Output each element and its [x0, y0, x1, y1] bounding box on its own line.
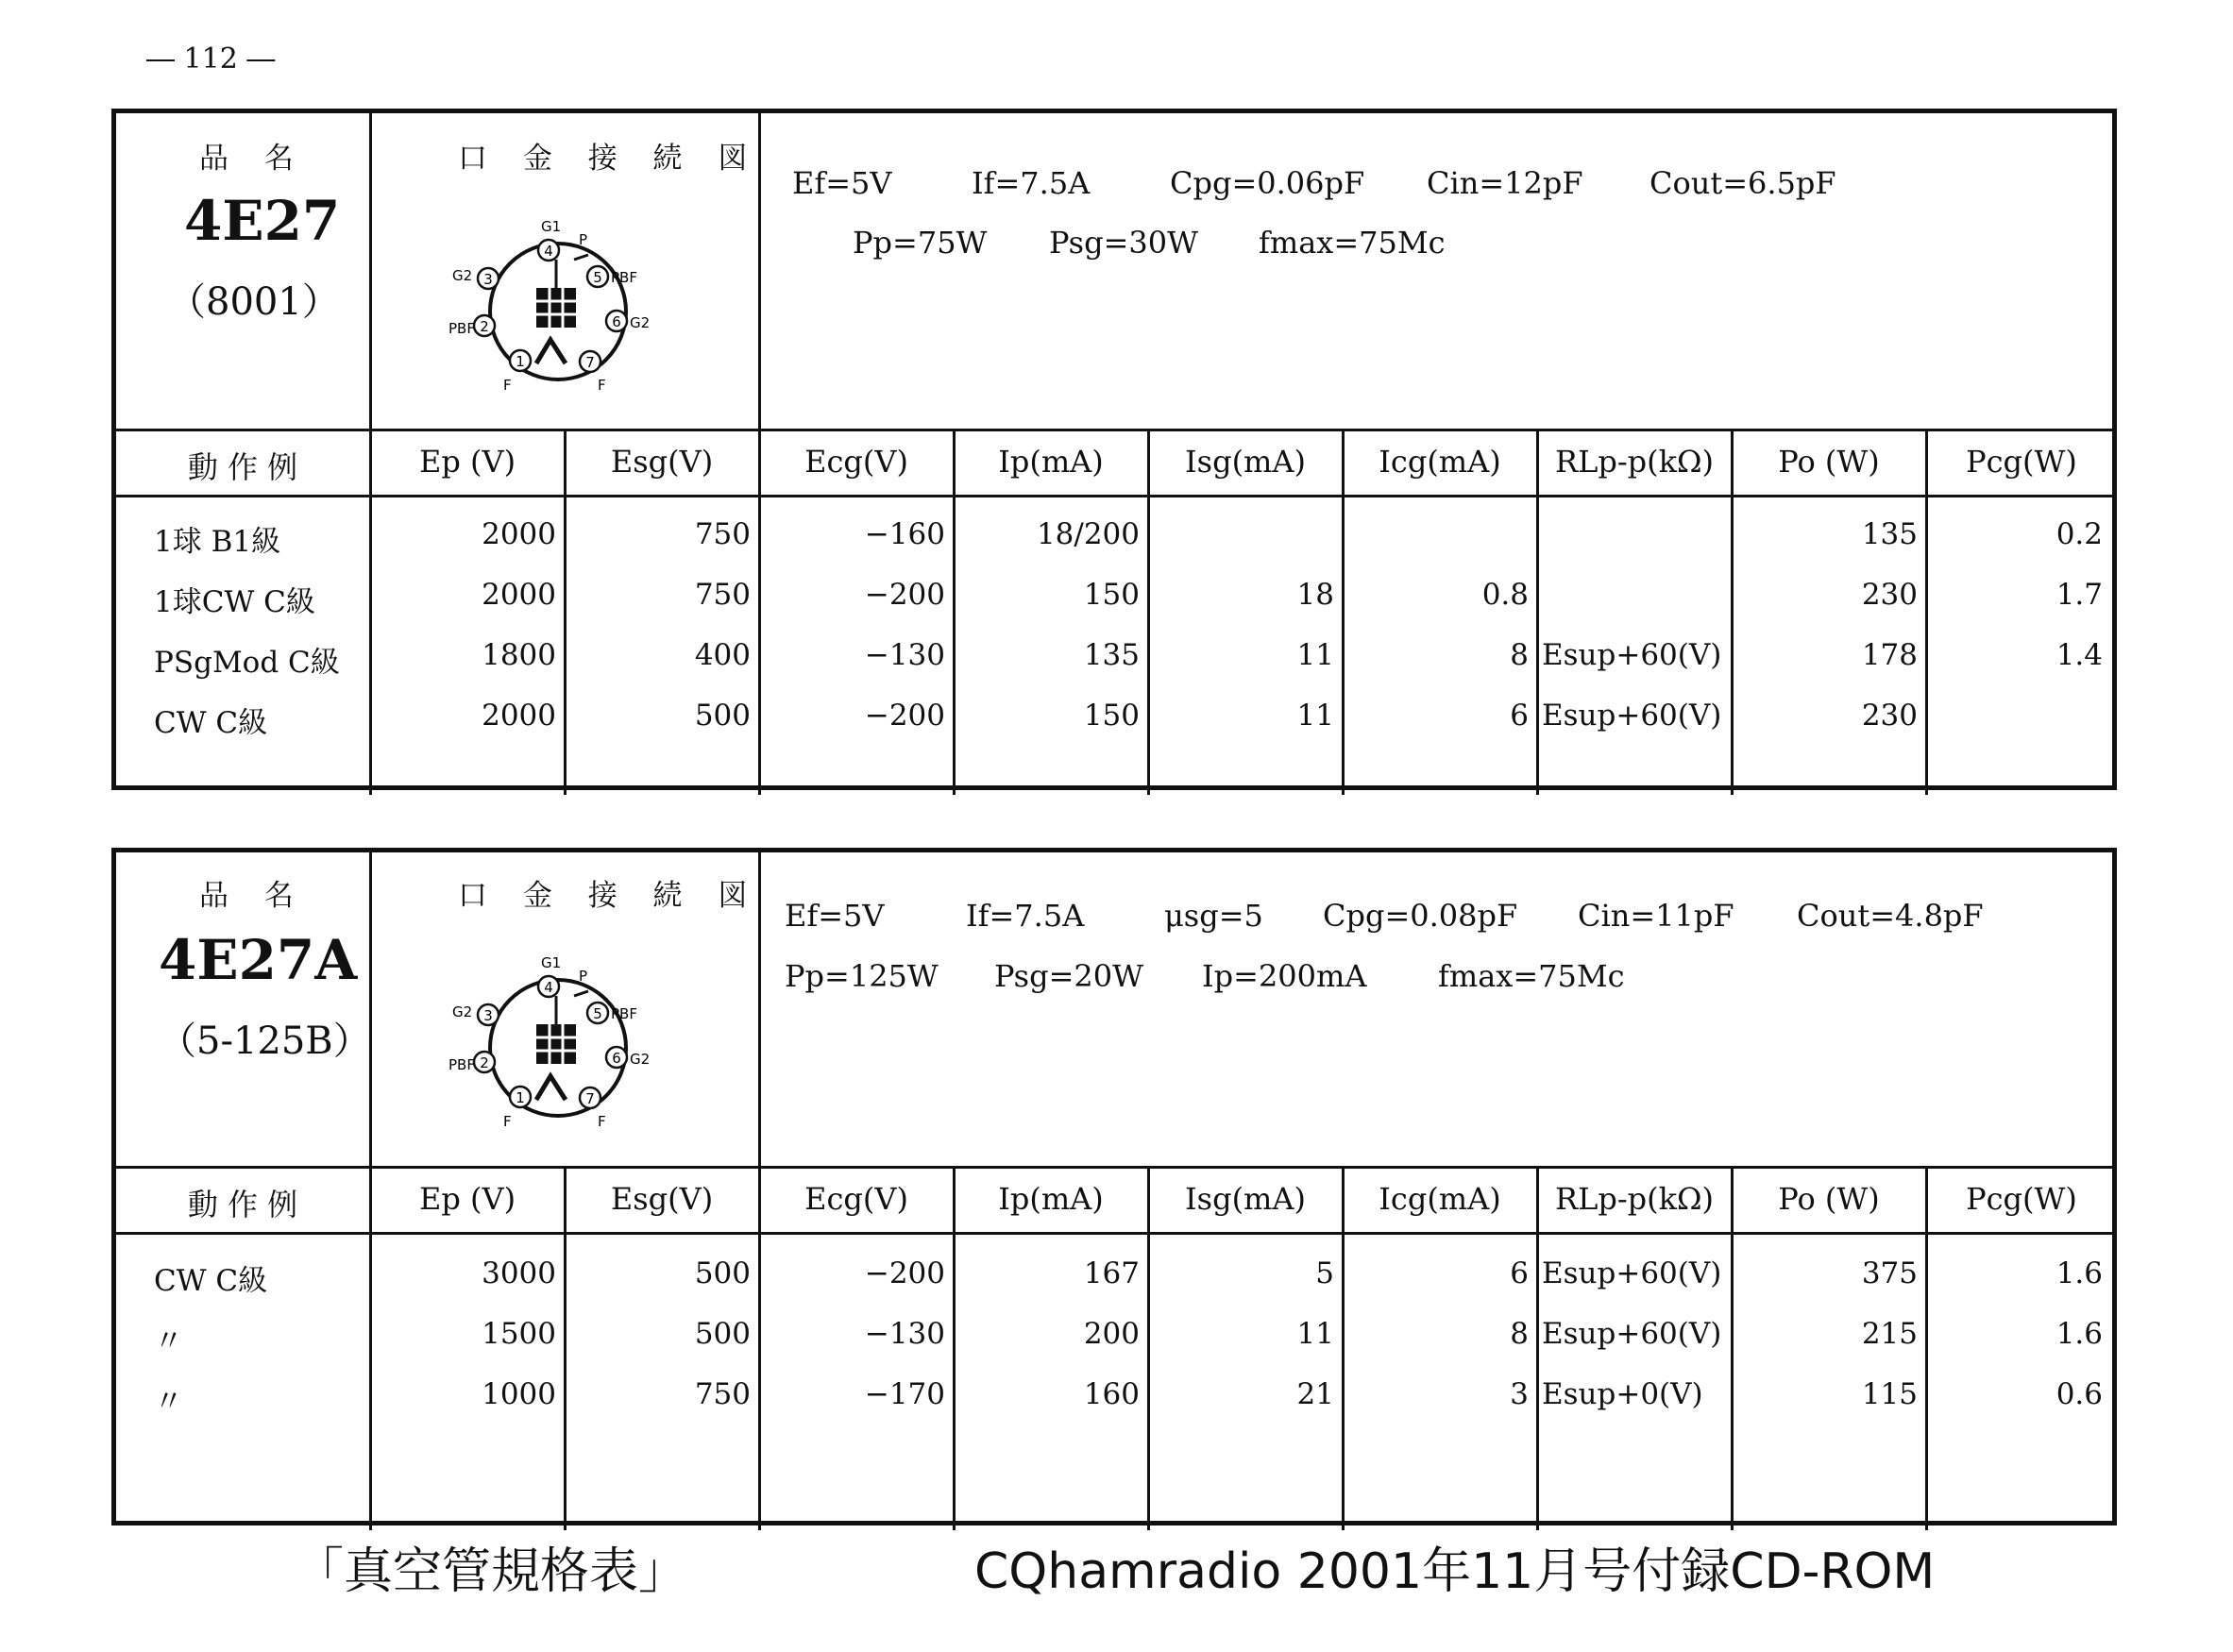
cell-ecg: −200 [864, 578, 945, 612]
cell-ecg: −160 [864, 517, 945, 551]
spec-pp: Pp=125W [785, 958, 939, 994]
cell-ecg: −200 [864, 699, 945, 733]
pin-label: F [503, 1113, 512, 1130]
pin-label: P [579, 968, 588, 985]
cell-ep: 2000 [482, 699, 556, 733]
col-header-po: Po (W) [1778, 1181, 1880, 1217]
cell-ip: 167 [1083, 1256, 1140, 1290]
spec-psg: Psg=30W [1049, 225, 1198, 261]
pin-label: G1 [541, 218, 562, 235]
product-name-label: 品 名 [199, 879, 307, 913]
cell-ecg: −200 [864, 1256, 945, 1290]
cell-ecg: −130 [864, 1317, 945, 1351]
cell-esg: 500 [694, 1256, 751, 1290]
footer-title: 「真空管規格表」 [295, 1543, 688, 1600]
pin-label: G1 [541, 954, 562, 971]
pin-label: PBF [611, 269, 637, 286]
pin-label: F [503, 377, 512, 394]
cell-ep: 2000 [482, 517, 556, 551]
cell-ep: 1800 [482, 638, 556, 672]
col-header-ip: Ip(mA) [998, 1181, 1104, 1217]
col-header-icg: Icg(mA) [1379, 1181, 1501, 1217]
cell-esg: 750 [694, 517, 751, 551]
cell-ip: 18/200 [1036, 517, 1140, 551]
pin-number: 5 [593, 269, 602, 286]
cell-rl: Esup+60(V) [1542, 1317, 1722, 1351]
cell-esg: 750 [694, 578, 751, 612]
row-example-label: PSgMod C級 [154, 646, 340, 680]
cell-icg: 0.8 [1481, 578, 1529, 612]
col-header-isg: Isg(mA) [1185, 1181, 1306, 1217]
cell-esg: 500 [694, 1317, 751, 1351]
cell-isg: 21 [1296, 1377, 1334, 1411]
cell-esg: 400 [694, 638, 751, 672]
spec-cout: Cout=4.8pF [1797, 898, 1984, 934]
base-connection-diagram [447, 939, 683, 1156]
pin-label: G2 [452, 267, 473, 284]
col-header-po: Po (W) [1778, 444, 1880, 480]
cell-ep: 3000 [482, 1256, 556, 1290]
cell-po: 230 [1861, 578, 1918, 612]
cell-po: 115 [1861, 1377, 1918, 1411]
pin-number: 4 [544, 243, 553, 260]
pin-number: 1 [516, 353, 525, 370]
pin-label: G2 [452, 1003, 473, 1020]
col-header-esg: Esg(V) [610, 444, 714, 480]
spec-if: If=7.5A [966, 898, 1085, 934]
col-header-pcg: Pcg(W) [1966, 1181, 2077, 1217]
cell-ip: 150 [1083, 578, 1140, 612]
cell-esg: 750 [694, 1377, 751, 1411]
cell-ep: 2000 [482, 578, 556, 612]
tube-spec-table-4e27 [111, 109, 2117, 790]
cell-pcg: 1.6 [2055, 1256, 2103, 1290]
cell-pcg: 0.2 [2055, 517, 2103, 551]
model-alias: （5-125B） [159, 1020, 371, 1063]
cell-pcg: 0.6 [2055, 1377, 2103, 1411]
base-diagram-label: 口 金 接 続 図 [458, 879, 761, 913]
pin-number: 2 [480, 318, 489, 335]
cell-po: 215 [1861, 1317, 1918, 1351]
base-connection-diagram [447, 203, 683, 420]
model-alias: （8001） [168, 280, 340, 324]
row-example-label: 1球CW C級 [154, 585, 315, 619]
spec-psg: Psg=20W [994, 958, 1143, 994]
pin-number: 3 [483, 271, 493, 288]
spec-cin: Cin=11pF [1578, 898, 1734, 934]
cell-icg: 3 [1510, 1377, 1529, 1411]
cell-rl: Esup+60(V) [1542, 638, 1722, 672]
cell-rl: Esup+60(V) [1542, 1256, 1722, 1290]
spec-cpg: Cpg=0.06pF [1170, 165, 1365, 201]
pin-number: 7 [585, 354, 595, 371]
col-header-icg: Icg(mA) [1379, 444, 1501, 480]
cell-po: 230 [1861, 699, 1918, 733]
pin-number: 3 [483, 1007, 493, 1024]
cell-ip: 200 [1083, 1317, 1140, 1351]
pin-label: PBF [448, 320, 475, 337]
pin-label: PBF [448, 1056, 475, 1073]
col-header-isg: Isg(mA) [1185, 444, 1306, 480]
pin-number: 4 [544, 979, 553, 996]
spec-usg: μsg=5 [1164, 898, 1263, 934]
cell-ep: 1000 [482, 1377, 556, 1411]
cell-pcg: 1.4 [2055, 638, 2103, 672]
spec-ef: Ef=5V [785, 898, 885, 934]
pin-number: 1 [516, 1089, 525, 1106]
tube-spec-table-4e27a [111, 848, 2117, 1526]
product-name-label: 品 名 [199, 142, 307, 176]
col-header-ecg: Ecg(V) [804, 444, 908, 480]
pin-number: 6 [612, 313, 621, 330]
cell-isg: 11 [1296, 1317, 1334, 1351]
spec-pp: Pp=75W [853, 225, 988, 261]
pin-label: P [579, 231, 588, 248]
cell-po: 135 [1861, 517, 1918, 551]
cell-ep: 1500 [482, 1317, 556, 1351]
cell-po: 178 [1861, 638, 1918, 672]
cell-rl: Esup+0(V) [1542, 1377, 1703, 1411]
spec-ef: Ef=5V [792, 165, 892, 201]
row-example-label: 1球 B1級 [154, 525, 281, 559]
page-number: ― 112 ― [146, 42, 276, 76]
cell-ecg: −170 [864, 1377, 945, 1411]
cell-pcg: 1.7 [2055, 578, 2103, 612]
col-header-ecg: Ecg(V) [804, 1181, 908, 1217]
col-header-example: 動 作 例 [187, 1187, 298, 1222]
col-header-rl: RLp-p(kΩ) [1554, 1181, 1714, 1217]
col-header-pcg: Pcg(W) [1966, 444, 2077, 480]
cell-isg: 18 [1296, 578, 1334, 612]
cell-esg: 500 [694, 699, 751, 733]
cell-pcg: 1.6 [2055, 1317, 2103, 1351]
spec-if: If=7.5A [972, 165, 1091, 201]
model-name: 4E27 [184, 189, 341, 253]
row-example-label: 〃 [154, 1385, 183, 1419]
model-name: 4E27A [159, 928, 358, 992]
cell-ecg: −130 [864, 638, 945, 672]
pin-label: G2 [630, 314, 651, 331]
cell-isg: 11 [1296, 699, 1334, 733]
cell-icg: 8 [1510, 638, 1529, 672]
base-diagram-label: 口 金 接 続 図 [458, 142, 761, 176]
cell-ip: 135 [1083, 638, 1140, 672]
spec-cpg: Cpg=0.08pF [1323, 898, 1518, 934]
col-header-ip: Ip(mA) [998, 444, 1104, 480]
spec-ip: Ip=200mA [1202, 958, 1367, 994]
cell-isg: 5 [1315, 1256, 1334, 1290]
spec-cout: Cout=6.5pF [1649, 165, 1836, 201]
col-header-ep: Ep (V) [418, 1181, 516, 1217]
cell-ip: 160 [1083, 1377, 1140, 1411]
cell-ip: 150 [1083, 699, 1140, 733]
pin-label: F [598, 377, 606, 394]
row-example-label: CW C級 [154, 706, 268, 740]
pin-number: 5 [593, 1005, 602, 1022]
row-example-label: CW C級 [154, 1264, 268, 1298]
row-example-label: 〃 [154, 1324, 183, 1358]
pin-label: G2 [630, 1051, 651, 1068]
cell-icg: 6 [1510, 1256, 1529, 1290]
cell-po: 375 [1861, 1256, 1918, 1290]
cell-isg: 11 [1296, 638, 1334, 672]
col-header-ep: Ep (V) [418, 444, 516, 480]
cell-icg: 6 [1510, 699, 1529, 733]
col-header-rl: RLp-p(kΩ) [1554, 444, 1714, 480]
cell-icg: 8 [1510, 1317, 1529, 1351]
footer-source: CQhamradio 2001年11月号付録CD-ROM [974, 1543, 1936, 1600]
pin-label: F [598, 1113, 606, 1130]
spec-cin: Cin=12pF [1427, 165, 1583, 201]
pin-number: 2 [480, 1054, 489, 1071]
cell-rl: Esup+60(V) [1542, 699, 1722, 733]
spec-fmax: fmax=75Mc [1438, 958, 1625, 994]
pin-number: 6 [612, 1050, 621, 1067]
spec-fmax: fmax=75Mc [1259, 225, 1446, 261]
pin-number: 7 [585, 1090, 595, 1107]
col-header-example: 動 作 例 [187, 449, 298, 485]
col-header-esg: Esg(V) [610, 1181, 714, 1217]
pin-label: PBF [611, 1005, 637, 1022]
